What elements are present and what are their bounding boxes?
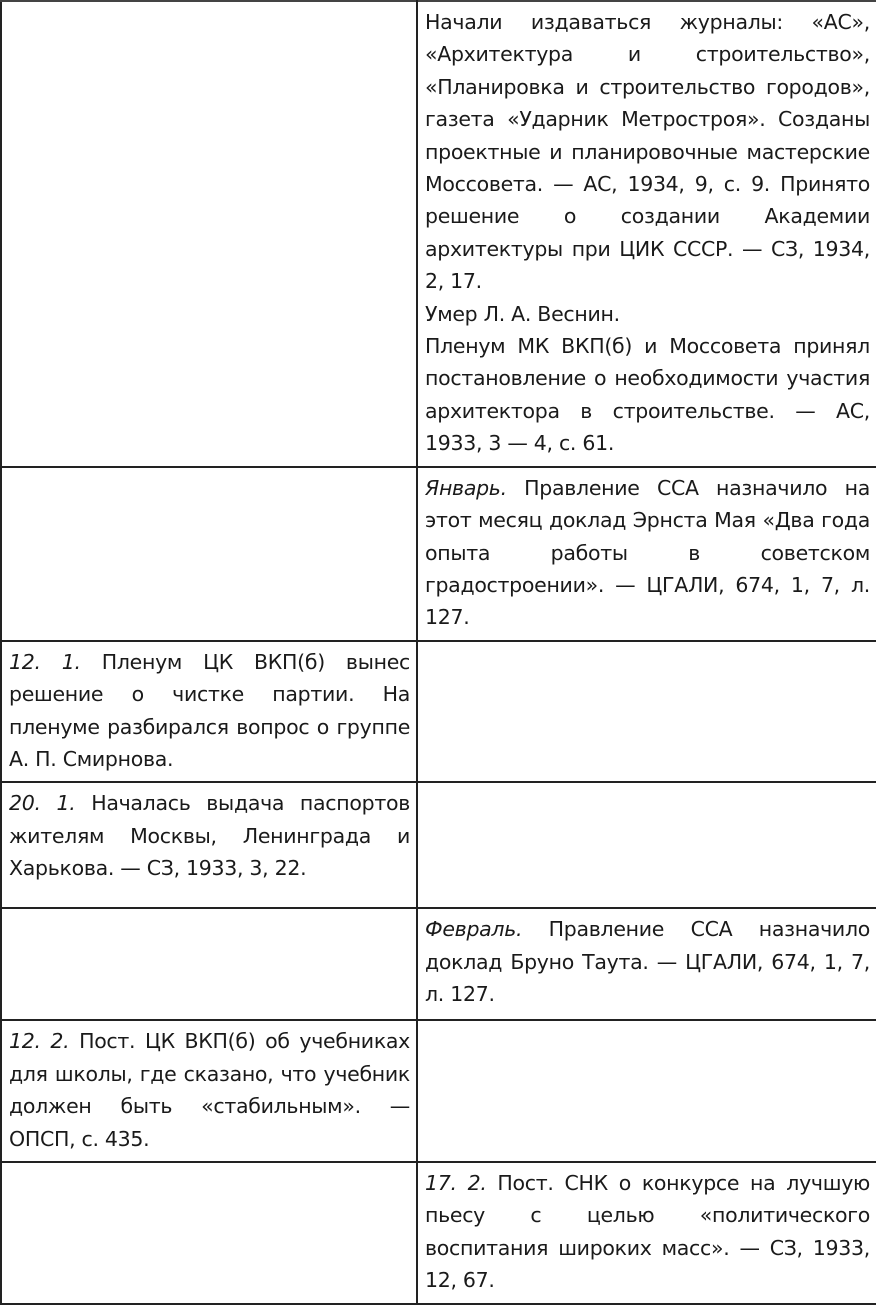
- entry-date: 20. 1.: [9, 791, 76, 816]
- left-cell: [1, 1020, 417, 1162]
- left-cell: [1, 782, 417, 908]
- entry-paragraph: [425, 6, 870, 298]
- table-row: [1, 467, 876, 641]
- entry-date: Январь.: [425, 475, 507, 500]
- right-cell: [417, 467, 876, 641]
- entry-text: Умер Л. А. Веснин.: [425, 301, 620, 326]
- right-cell: [417, 1, 876, 467]
- left-cell-empty: [1, 1162, 417, 1304]
- right-cell-empty: [417, 1020, 876, 1162]
- entry-text: Пленум МК ВКП(б) и Моссовета принял постановление о необходимости участия архитектора в строительстве. — АС, 1933, 3 — 4, с. 61.: [425, 334, 870, 456]
- entry-paragraph: [9, 787, 410, 884]
- table-row: [1, 1020, 876, 1162]
- entry-text: Началась выдача паспортов жителям Москвы, Ленинграда и Харькова. — СЗ, 1933, 3, 22.: [9, 791, 410, 881]
- right-cell-empty: [417, 782, 876, 908]
- table-row: [1, 1, 876, 467]
- left-cell: [1, 641, 417, 783]
- left-cell-empty: [1, 1, 417, 467]
- entry-text: Правление ССА назначило доклад Бруно Таута. — ЦГАЛИ, 674, 1, 7, л. 127.: [425, 917, 870, 1007]
- entry-text: Правление ССА назначило на этот месяц доклад Эрнста Мая «Два года опыта работы в советском градостроении». — ЦГАЛИ, 674, 1, 7, л. 127.: [425, 475, 870, 630]
- entry-text: Пост. СНК о конкурсе на лучшую пьесу с целью «политического воспитания широких масс». — СЗ, 1933, 12, 67.: [425, 1170, 870, 1293]
- entry-text: Пост. ЦК ВКП(б) об учебниках для школы, где сказано, что учебник должен быть «стабильным». — ОПСП, с. 435.: [9, 1029, 410, 1151]
- left-cell-empty: [1, 908, 417, 1020]
- table-row: [1, 782, 876, 908]
- table-row: [1, 908, 876, 1020]
- table-row: [1, 1162, 876, 1304]
- entry-paragraph: [9, 1025, 410, 1155]
- entry-paragraph: [9, 646, 410, 776]
- entry-date: Февраль.: [425, 917, 523, 942]
- entry-paragraph: [425, 298, 870, 330]
- right-cell: [417, 1162, 876, 1304]
- right-cell-empty: [417, 641, 876, 783]
- table-row: [1, 641, 876, 783]
- entry-paragraph: [425, 1167, 870, 1297]
- entry-paragraph: [425, 913, 870, 1010]
- entry-paragraph: [425, 472, 870, 634]
- entry-date: 17. 2.: [425, 1170, 487, 1195]
- entry-paragraph: [425, 330, 870, 460]
- left-cell-empty: [1, 467, 417, 641]
- entry-date: 12. 2.: [9, 1029, 70, 1054]
- right-cell: [417, 908, 876, 1020]
- entry-date: 12. 1.: [9, 649, 81, 674]
- entry-text: Начали издаваться журналы: «АС», «Архитектура и строительство», «Планировка и строительство городов», газета «Ударник Метростроя». Созданы проектные и планировочные мастерские Моссовета. — АС, 1934, 9, с. 9. Принято решение о создании Академии архитектуры при ЦИК СССР. — СЗ, 1934, 2, 17.: [425, 10, 870, 294]
- entry-text: Пленум ЦК ВКП(б) вынес решение о чистке партии. На пленуме разбирался вопрос о группе А. П. Смирнова.: [9, 649, 410, 771]
